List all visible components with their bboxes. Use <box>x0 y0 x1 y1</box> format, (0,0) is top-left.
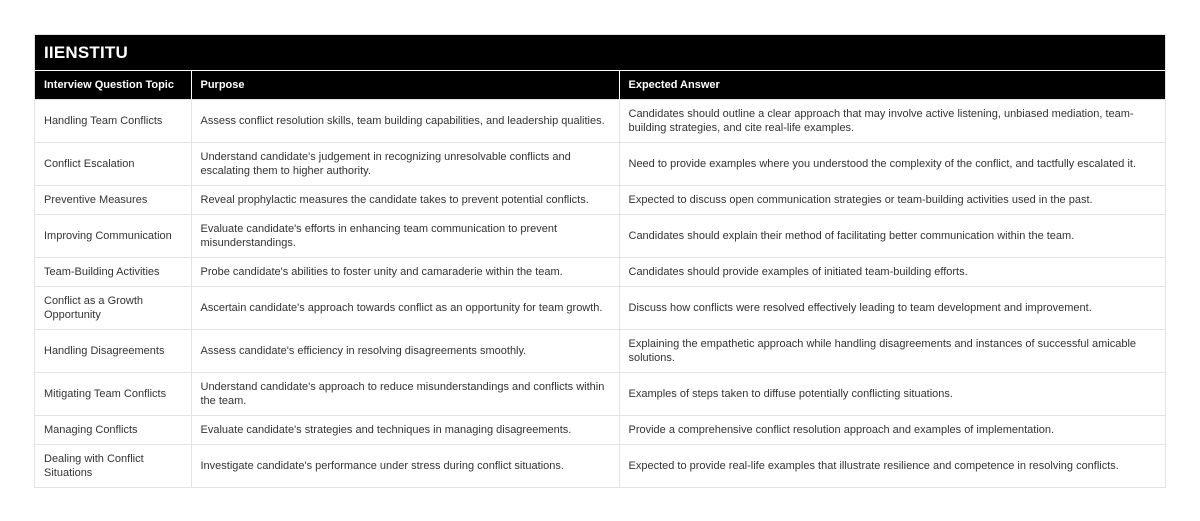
answer-cell: Expected to provide real-life examples that illustrate resilience and competence in resolving conflicts. <box>619 445 1165 488</box>
brand-title: IIENSTITU <box>35 35 1165 71</box>
answer-cell: Need to provide examples where you understood the complexity of the conflict, and tactfully escalated it. <box>619 143 1165 186</box>
table-header-row <box>35 71 1165 100</box>
purpose-cell: Assess conflict resolution skills, team building capabilities, and leadership qualities. <box>191 100 619 143</box>
topic-cell: Preventive Measures <box>35 186 191 215</box>
table-row <box>35 215 1165 258</box>
answer-cell: Provide a comprehensive conflict resolution approach and examples of implementation. <box>619 416 1165 445</box>
table-row <box>35 373 1165 416</box>
purpose-cell: Ascertain candidate's approach towards conflict as an opportunity for team growth. <box>191 287 619 330</box>
purpose-cell: Evaluate candidate's strategies and techniques in managing disagreements. <box>191 416 619 445</box>
table-row <box>35 416 1165 445</box>
topic-cell: Handling Disagreements <box>35 330 191 373</box>
answer-cell: Expected to discuss open communication strategies or team-building activities used in the past. <box>619 186 1165 215</box>
topic-cell: Team-Building Activities <box>35 258 191 287</box>
table-row <box>35 445 1165 488</box>
column-header-purpose: Purpose <box>191 71 619 100</box>
answer-cell: Candidates should outline a clear approach that may involve active listening, unbiased mediation, team-building strategies, and cite real-life examples. <box>619 100 1165 143</box>
answer-cell: Explaining the empathetic approach while handling disagreements and instances of successful amicable solutions. <box>619 330 1165 373</box>
table-row <box>35 186 1165 215</box>
purpose-cell: Investigate candidate's performance under stress during conflict situations. <box>191 445 619 488</box>
topic-cell: Handling Team Conflicts <box>35 100 191 143</box>
topic-cell: Conflict Escalation <box>35 143 191 186</box>
purpose-cell: Understand candidate's approach to reduce misunderstandings and conflicts within the team. <box>191 373 619 416</box>
column-header-topic: Interview Question Topic <box>35 71 191 100</box>
purpose-cell: Probe candidate's abilities to foster unity and camaraderie within the team. <box>191 258 619 287</box>
topic-cell: Dealing with Conflict Situations <box>35 445 191 488</box>
purpose-cell: Evaluate candidate's efforts in enhancing team communication to prevent misunderstandings. <box>191 215 619 258</box>
answer-cell: Discuss how conflicts were resolved effectively leading to team development and improvement. <box>619 287 1165 330</box>
interview-table-card <box>34 34 1166 488</box>
table-row <box>35 100 1165 143</box>
topic-cell: Mitigating Team Conflicts <box>35 373 191 416</box>
interview-questions-table <box>35 71 1165 487</box>
table-row <box>35 258 1165 287</box>
topic-cell: Conflict as a Growth Opportunity <box>35 287 191 330</box>
column-header-expected-answer: Expected Answer <box>619 71 1165 100</box>
answer-cell: Candidates should explain their method of facilitating better communication within the team. <box>619 215 1165 258</box>
table-row <box>35 330 1165 373</box>
topic-cell: Improving Communication <box>35 215 191 258</box>
purpose-cell: Assess candidate's efficiency in resolving disagreements smoothly. <box>191 330 619 373</box>
topic-cell: Managing Conflicts <box>35 416 191 445</box>
purpose-cell: Understand candidate's judgement in recognizing unresolvable conflicts and escalating them to higher authority. <box>191 143 619 186</box>
purpose-cell: Reveal prophylactic measures the candidate takes to prevent potential conflicts. <box>191 186 619 215</box>
table-row <box>35 143 1165 186</box>
answer-cell: Examples of steps taken to diffuse potentially conflicting situations. <box>619 373 1165 416</box>
table-row <box>35 287 1165 330</box>
answer-cell: Candidates should provide examples of initiated team-building efforts. <box>619 258 1165 287</box>
